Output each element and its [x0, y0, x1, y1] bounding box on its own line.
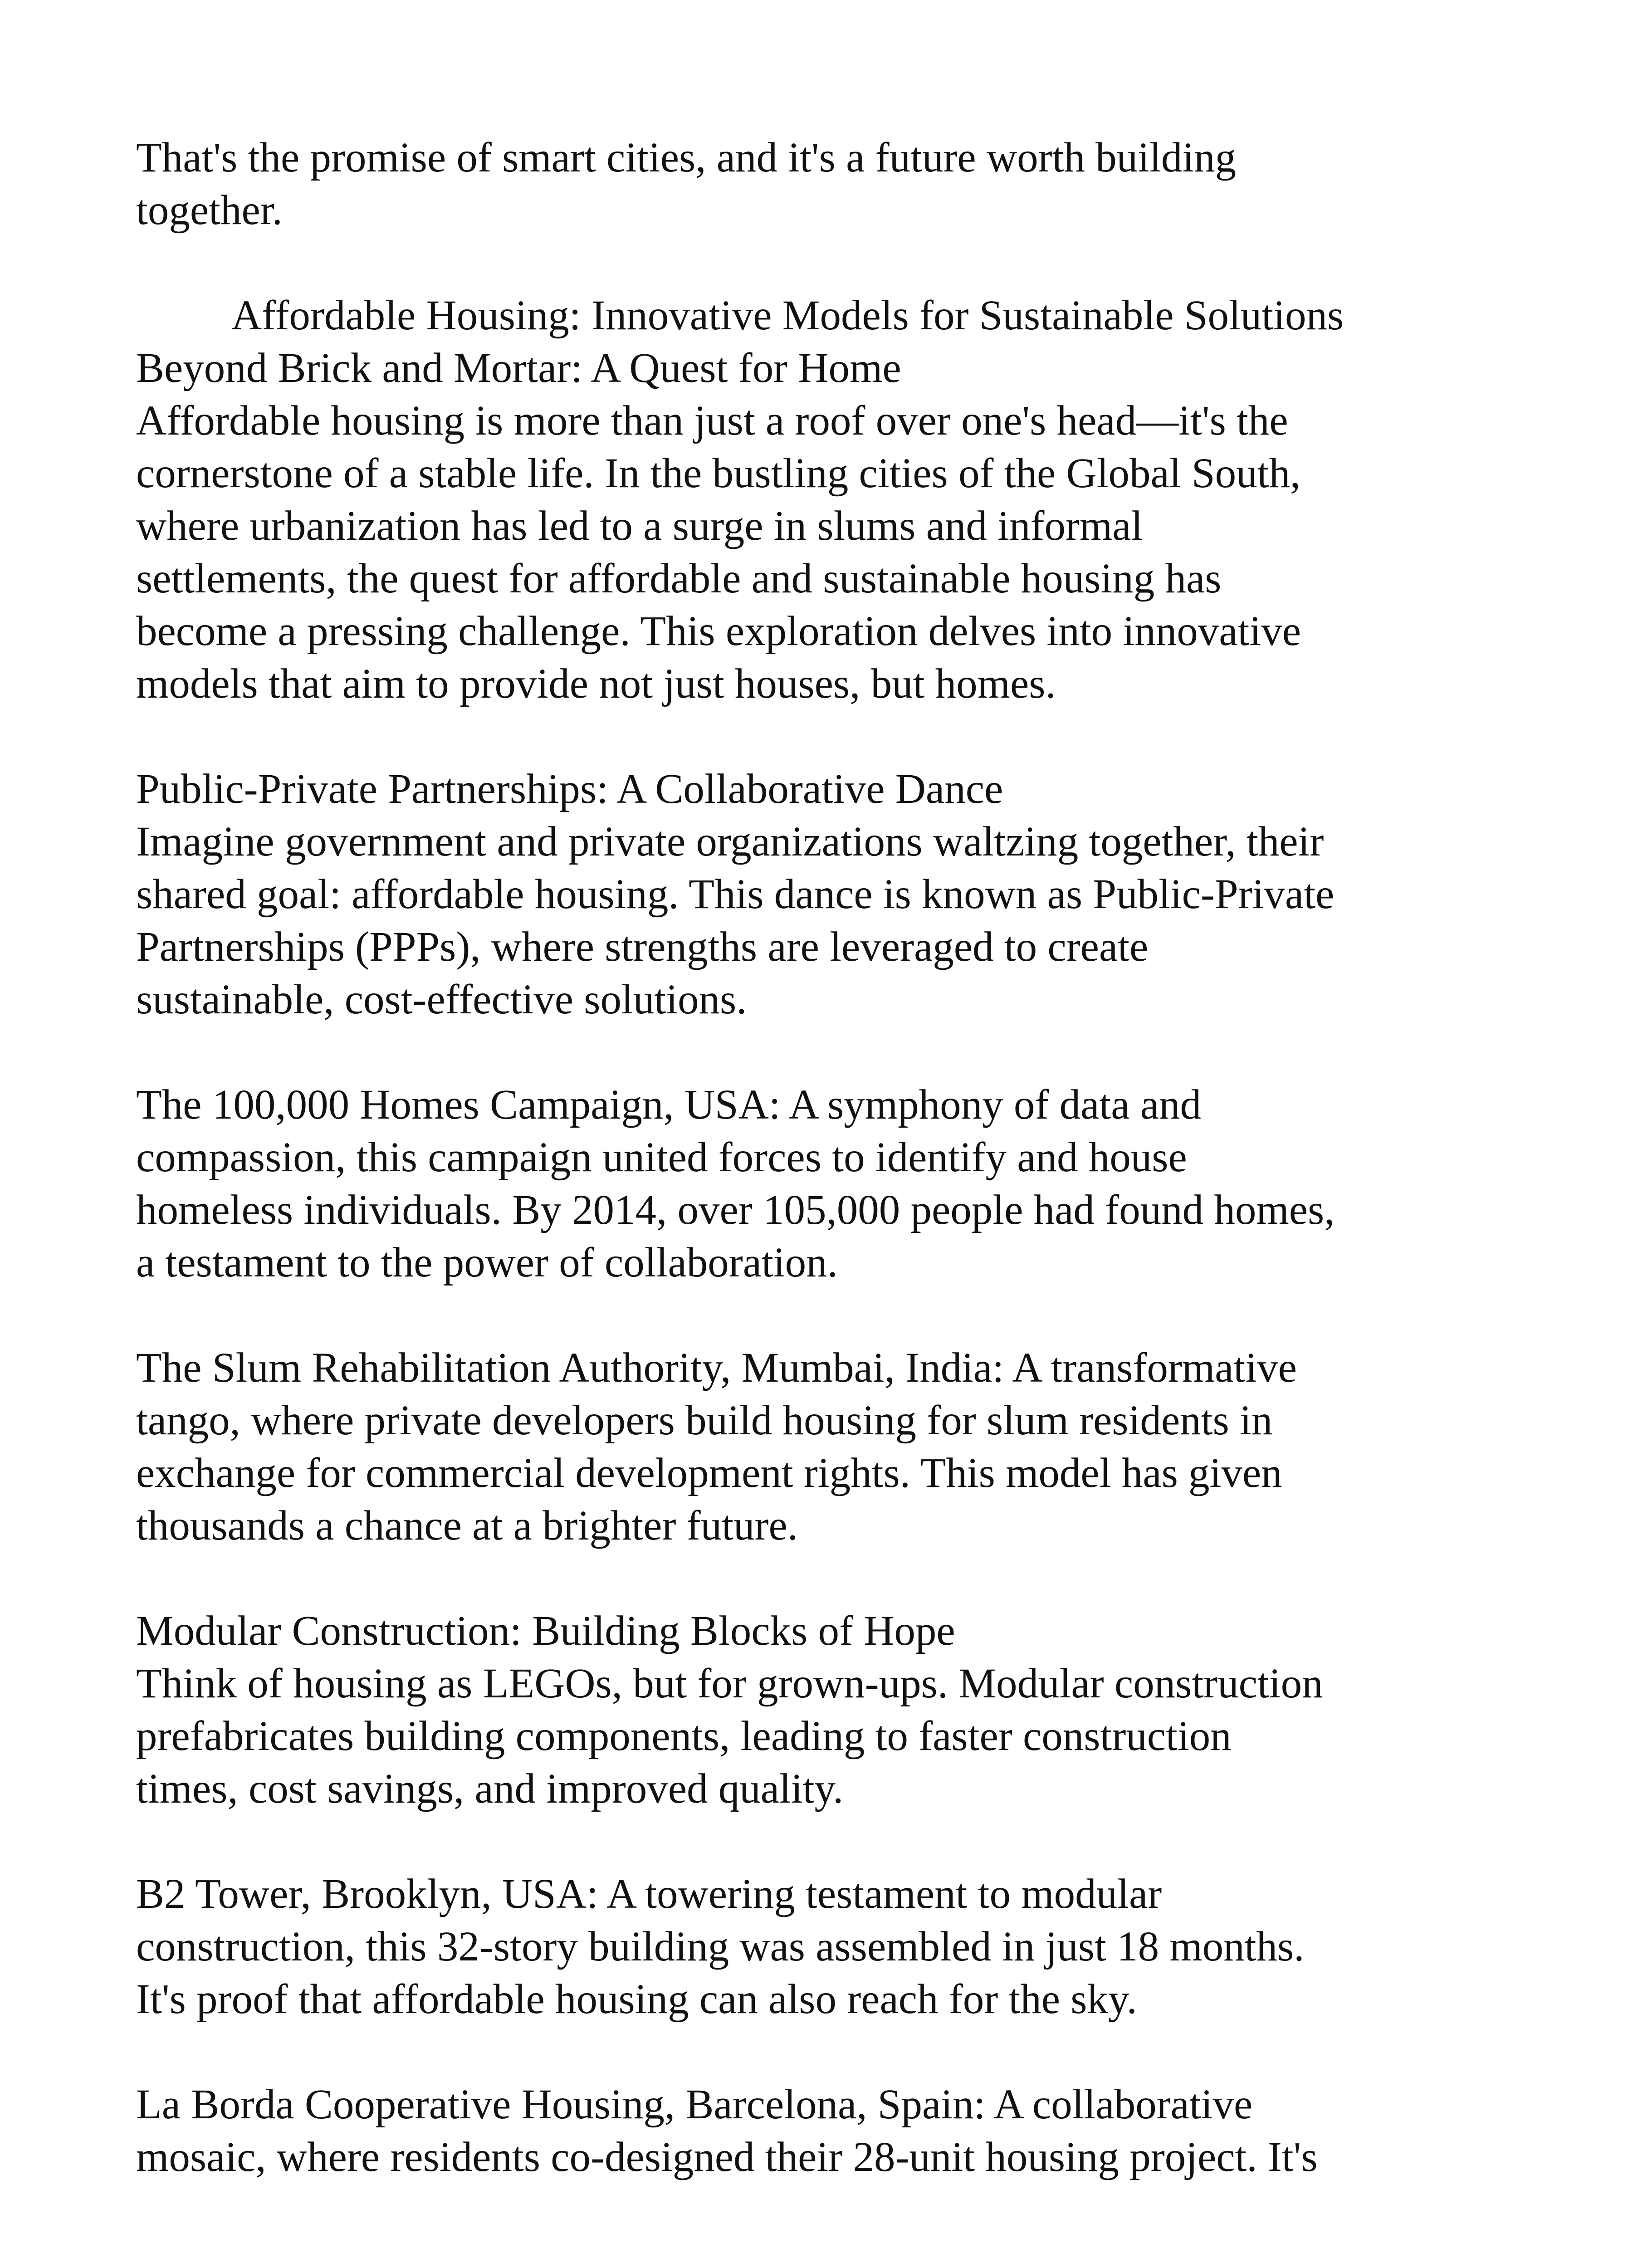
slum-rehabilitation-paragraph: The Slum Rehabilitation Authority, Mumbai, India: A transformative tango, where private developers build housing for slum residents in exchange for commercial development rights. This model has given thousands a chance at a brighter future. [136, 1344, 1297, 1549]
paragraph-gap [136, 237, 1452, 289]
paragraph-gap [136, 1815, 1452, 1868]
paragraph-gap [136, 710, 1452, 763]
b2-tower-paragraph: B2 Tower, Brooklyn, USA: A towering testament to modular construction, this 32-story building was assembled in just 18 months. It's proof that affordable housing can also reach for the sky. [136, 1871, 1305, 2023]
paragraph-gap [136, 1552, 1452, 1605]
paragraph-gap [136, 2026, 1452, 2078]
subsection-heading-home: Beyond Brick and Mortar: A Quest for Home [136, 345, 901, 391]
homes-campaign-paragraph: The 100,000 Homes Campaign, USA: A symphony of data and compassion, this campaign united forces to identify and house homeless individuals. By 2014, over 105,000 people had found homes, a testament to the power of collaboration. [136, 1081, 1335, 1286]
intro-closing-paragraph: That's the promise of smart cities, and it's a future worth building together. [136, 134, 1237, 234]
section-title: Affordable Housing: Innovative Models for Sustainable Solutions [231, 292, 1344, 339]
affordable-housing-paragraph: Affordable housing is more than just a roof over one's head—it's the cornerstone of a stable life. In the bustling cities of the Global South, where urbanization has led to a surge in slums and informal settlements, the quest for affordable and sustainable housing has become a pressing challenge. This exploration delves into innovative models that aim to provide not just houses, but homes. [136, 397, 1301, 707]
page-body [136, 132, 1452, 2184]
la-borda-paragraph: La Borda Cooperative Housing, Barcelona, Spain: A collaborative mosaic, where residents co-designed their 28-unit housing project. It's [136, 2081, 1318, 2180]
modular-paragraph: Think of housing as LEGOs, but for grown-ups. Modular construction prefabricates building components, leading to faster construction times, cost savings, and improved quality. [136, 1660, 1323, 1812]
paragraph-gap [136, 1026, 1452, 1079]
paragraph-gap [136, 1289, 1452, 1342]
ppp-paragraph: Imagine government and private organizations waltzing together, their shared goal: affordable housing. This dance is known as Public-Private Partnerships (PPPs), where strengths are leveraged to create sustainable, cost-effective solutions. [136, 818, 1335, 1023]
subsection-heading-modular: Modular Construction: Building Blocks of Hope [136, 1608, 955, 1654]
subsection-heading-ppp: Public-Private Partnerships: A Collaborative Dance [136, 766, 1003, 812]
